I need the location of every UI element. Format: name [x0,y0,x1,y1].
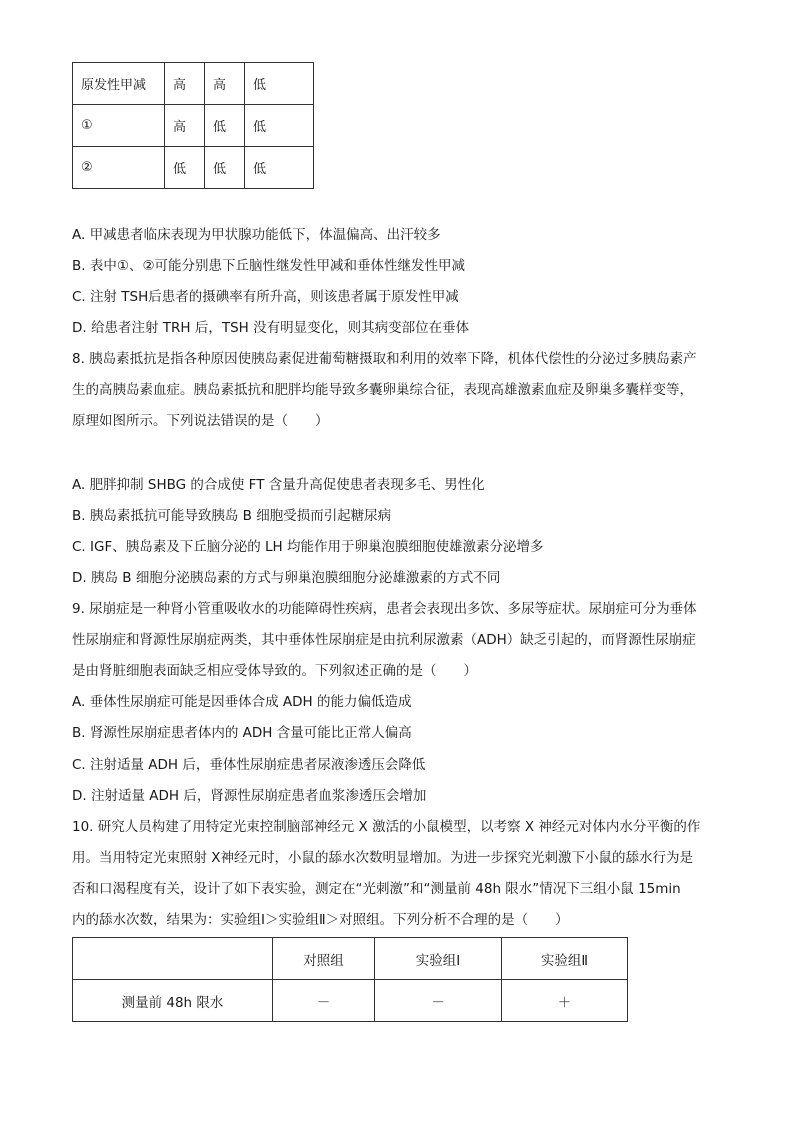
table-row [73,147,314,189]
q8-stem-line: 原理如图所示。下列说法错误的是（ ） [72,413,329,429]
q10-stem-line: 10. 研究人员构建了用特定光束控制脑部神经元 X 激活的小鼠模型，以考察 X 神经元对体内水分平衡的作 [72,819,701,835]
table-cell: 低 [245,63,314,105]
table-cell: － [273,980,375,1022]
table-header-cell: 实验组Ⅰ [375,938,502,980]
q7-option-a: A. 甲减患者临床表现为甲状腺功能低下，体温偏高、出汗较多 [72,227,441,243]
q10-stem-line: 用。当用特定光束照射 X神经元时，小鼠的舔水次数明显增加。为进一步探究光刺激下小鼠的舔水行为是 [72,850,694,866]
q9-stem-line: 是由肾脏细胞表面缺乏相应受体导致的。下列叙述正确的是（ ） [72,663,477,679]
q7-option-b: B. 表中①、②可能分别患下丘脑性继发性甲减和垂体性继发性甲减 [72,258,466,274]
table-cell: 低 [245,147,314,189]
q8-stem-line: 8. 胰岛素抵抗是指各种原因使胰岛素促进葡萄糖摄取和利用的效率下降，机体代偿性的分泌过多胰岛素产 [72,351,697,367]
q9-option-d: D. 注射适量 ADH 后，肾源性尿崩症患者血浆渗透压会增加 [72,788,427,804]
table-header-cell: 对照组 [273,938,375,980]
q8-option-c: C. IGF、胰岛素及下丘脑分泌的 LH 均能作用于卵巢泡膜细胞使雄激素分泌增多 [72,539,544,555]
table-cell: ① [73,105,165,147]
table-row [73,63,314,105]
q9-option-b: B. 肾源性尿崩症患者体内的 ADH 含量可能比正常人偏高 [72,725,412,741]
table-row [73,105,314,147]
q8-option-d: D. 胰岛 B 细胞分泌胰岛素的方式与卵巢泡膜细胞分泌雄激素的方式不同 [72,570,501,586]
q8-option-a: A. 肥胖抑制 SHBG 的合成使 FT 含量升高促使患者表现多毛、男性化 [72,477,485,493]
table-cell: ＋ [502,980,628,1022]
table-cell: 低 [165,147,205,189]
q9-option-c: C. 注射适量 ADH 后，垂体性尿崩症患者尿液渗透压会降低 [72,757,426,773]
q8-option-b: B. 胰岛素抵抗可能导致胰岛 B 细胞受损而引起糖尿病 [72,508,392,524]
q7-option-c: C. 注射 TSH后患者的摄碘率有所升高，则该患者属于原发性甲减 [72,289,459,305]
thyroid-table [72,62,314,189]
q10-stem-line: 内的舔水次数，结果为：实验组Ⅰ＞实验组Ⅱ＞对照组。下列分析不合理的是（ ） [72,912,569,928]
experiment-table [72,937,628,1022]
q8-stem-line: 生的高胰岛素血症。胰岛素抵抗和肥胖均能导致多囊卵巢综合征，表现高雄激素血症及卵巢多囊样变等， [72,382,693,398]
table-cell: 原发性甲减 [73,63,165,105]
table-row [73,980,628,1022]
q10-stem-line: 否和口渴程度有关，设计了如下表实验，测定在“光刺激”和“测量前 48h 限水”情况下三组小鼠 15min [72,881,681,897]
table-cell: 测量前 48h 限水 [73,980,273,1022]
table-cell: ② [73,147,165,189]
table-cell: － [375,980,502,1022]
q9-stem-line: 9. 尿崩症是一种肾小管重吸收水的功能障碍性疾病，患者会表现出多饮、多尿等症状。尿崩症可分为垂体 [72,601,697,617]
table-cell: 高 [165,105,205,147]
table-header-row [73,938,628,980]
table-cell: 高 [205,63,245,105]
table-cell: 低 [205,147,245,189]
q7-option-d: D. 给患者注射 TRH 后，TSH 没有明显变化，则其病变部位在垂体 [72,320,470,336]
q9-option-a: A. 垂体性尿崩症可能是因垂体合成 ADH 的能力偏低造成 [72,694,412,710]
table-cell: 低 [205,105,245,147]
table-cell: 低 [245,105,314,147]
table-header-cell [73,938,273,980]
q9-stem-line: 性尿崩症和肾源性尿崩症两类，其中垂体性尿崩症是由抗利尿激素（ADH）缺乏引起的，而肾源性尿崩症 [72,632,696,648]
table-header-cell: 实验组Ⅱ [502,938,628,980]
table-cell: 高 [165,63,205,105]
